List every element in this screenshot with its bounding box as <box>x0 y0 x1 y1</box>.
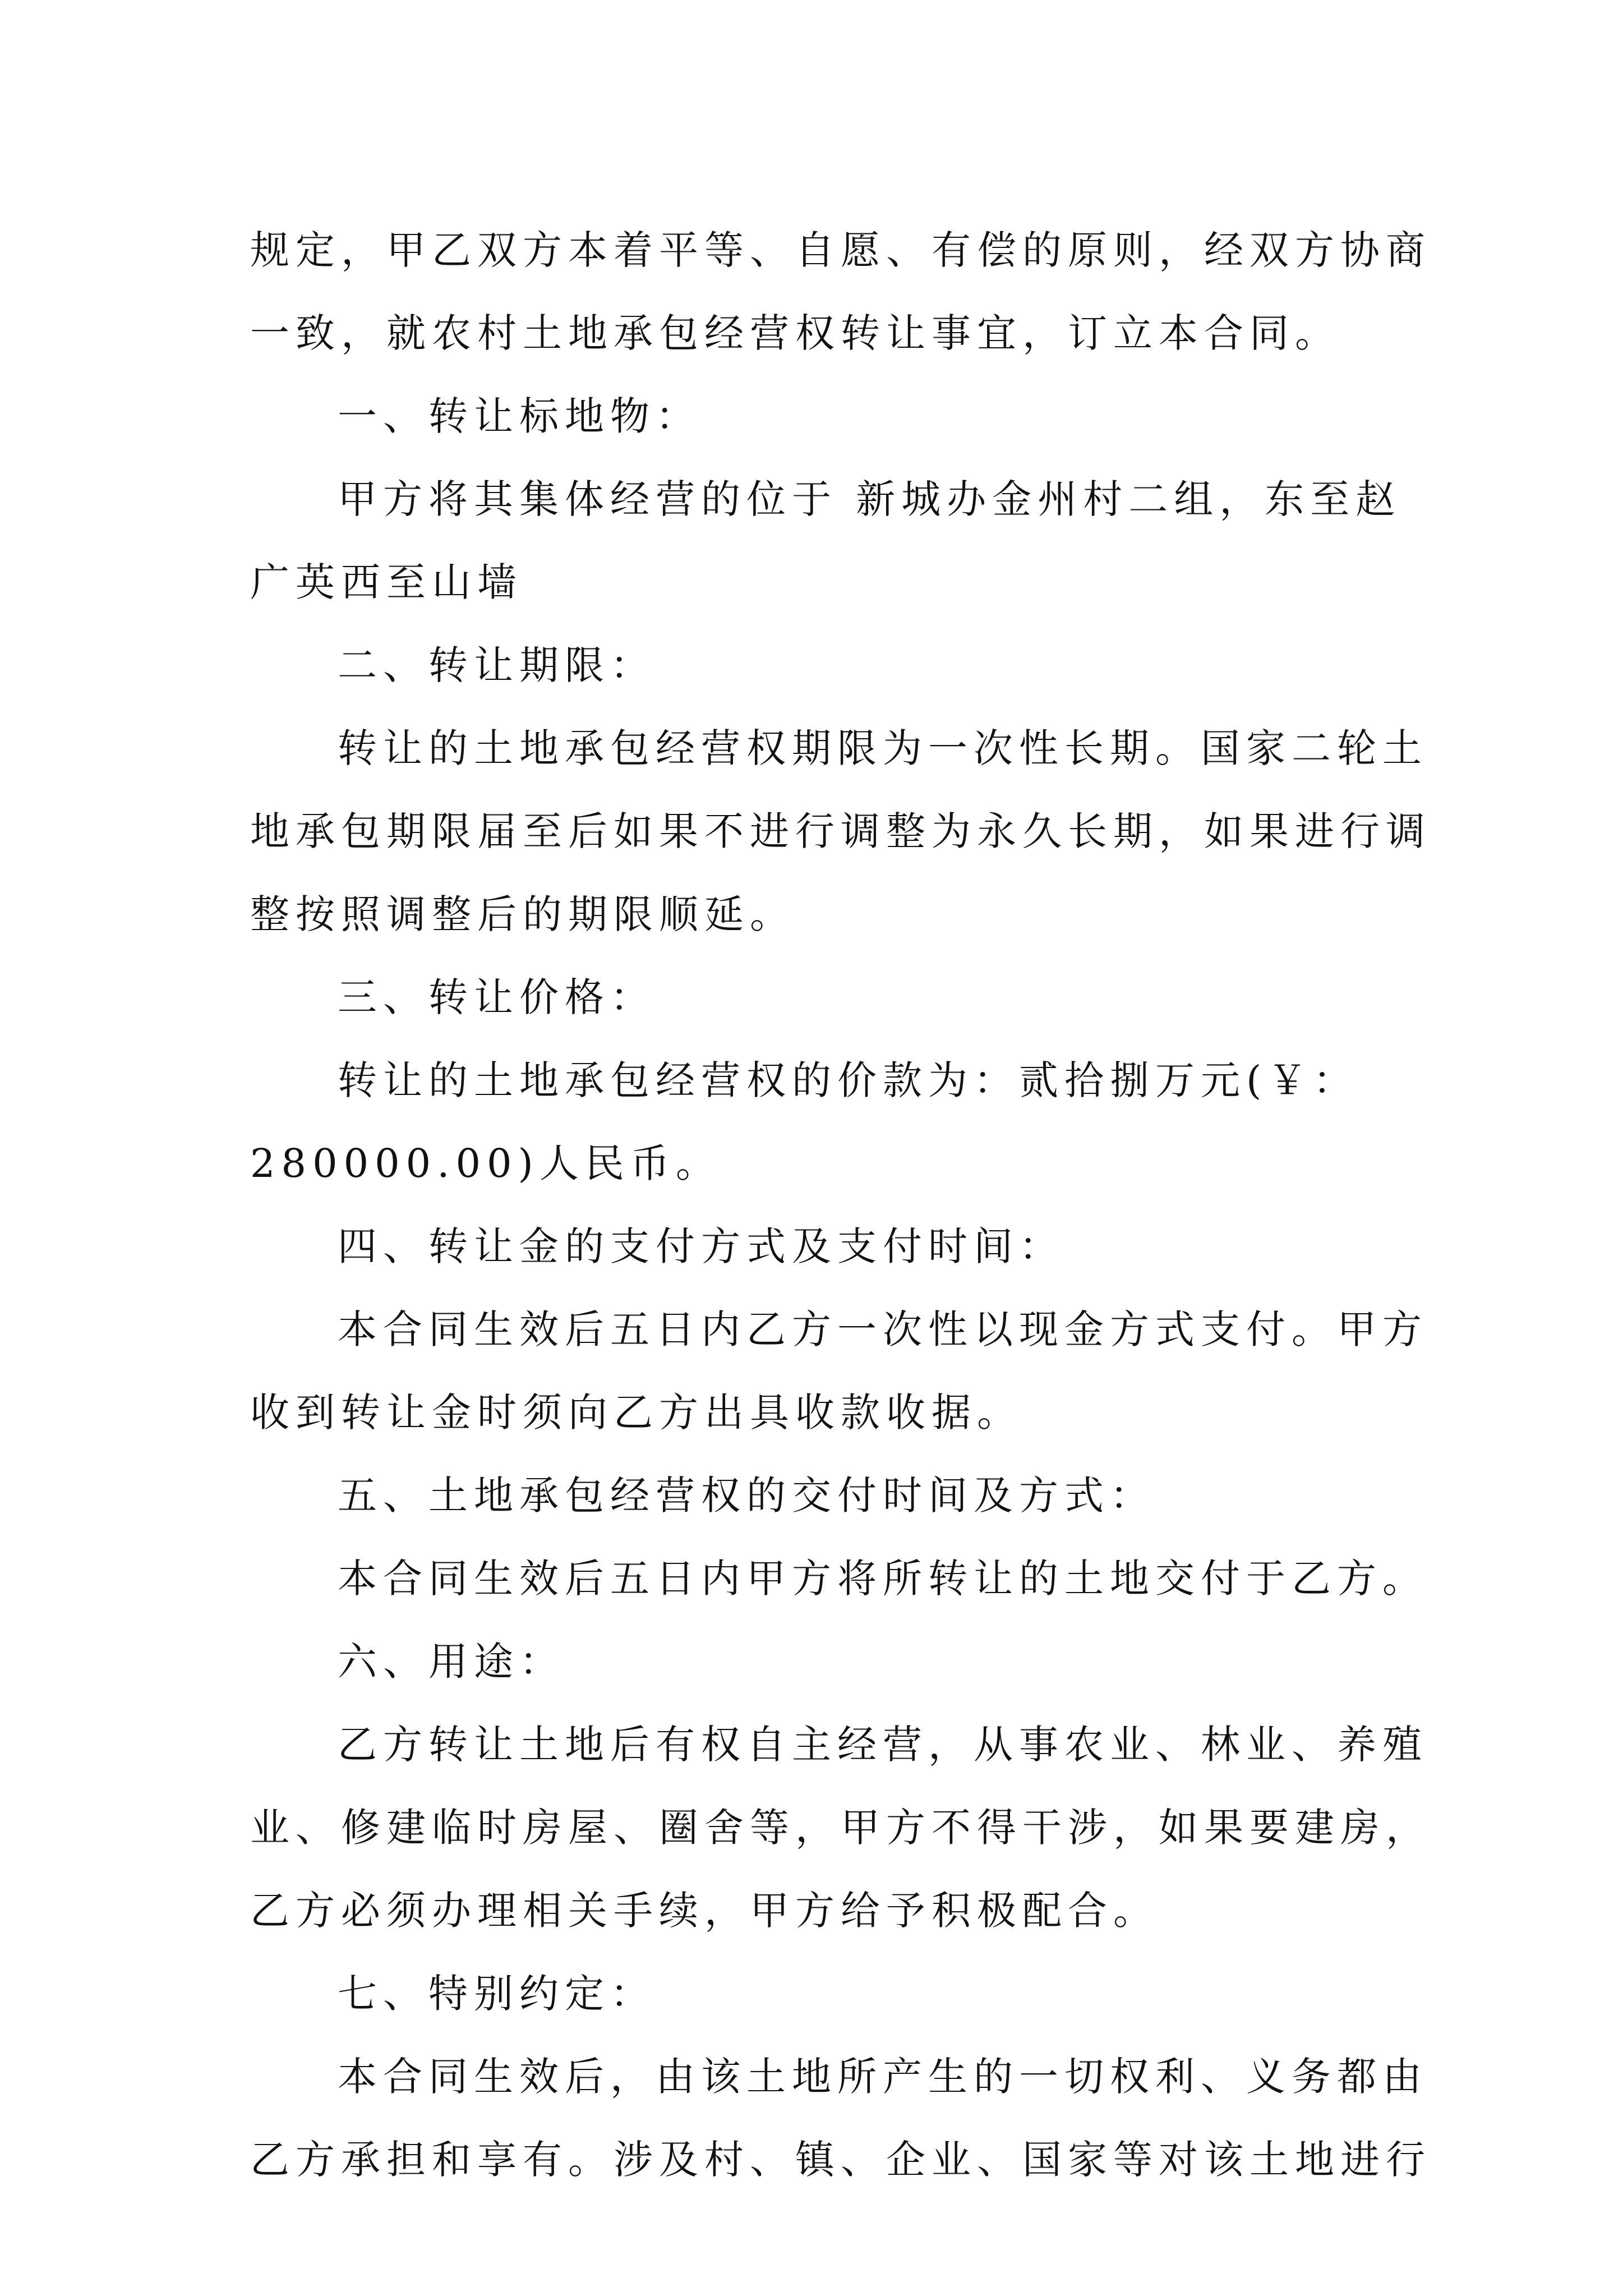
contract-body-text <box>250 209 1431 2201</box>
section-heading: 一、转让标地物： <box>338 393 701 439</box>
text-line: 乙方必须办理相关手续，甲方给予积极配合。 <box>250 1888 1159 1934</box>
text-line: 乙方承担和享有。涉及村、镇、企业、国家等对该土地进行 <box>250 2137 1431 2183</box>
section-heading: 六、用途： <box>338 1639 565 1685</box>
text-line: 本合同生效后五日内乙方一次性以现金方式支付。甲方 <box>338 1306 1428 1352</box>
text-line: 地承包期限届至后如果不进行调整为永久长期，如果进行调 <box>250 808 1431 854</box>
text-line: 本合同生效后五日内甲方将所转让的土地交付于乙方。 <box>338 1556 1428 1602</box>
text-line: 转让的土地承包经营权期限为一次性长期。国家二轮土 <box>338 725 1428 771</box>
text-line: 280000.00)人民币。 <box>250 1140 721 1186</box>
text-line: 收到转让金时须向乙方出具收款收据。 <box>250 1389 1022 1435</box>
text-line: 业、修建临时房屋、圈舍等，甲方不得干涉，如果要建房， <box>250 1805 1431 1851</box>
text-line: 广英西至山墙 <box>250 559 523 605</box>
section-heading: 四、转让金的支付方式及支付时间： <box>338 1223 1064 1269</box>
section-heading: 五、土地承包经营权的交付时间及方式： <box>338 1473 1155 1519</box>
text-line: 整按照调整后的期限顺延。 <box>250 891 795 937</box>
text-line: 乙方转让土地后有权自主经营，从事农业、林业、养殖 <box>338 1722 1428 1768</box>
section-heading: 三、转让价格： <box>338 974 656 1020</box>
text-line: 规定，甲乙双方本着平等、自愿、有偿的原则，经双方协商 <box>250 227 1431 273</box>
section-heading: 二、转让期限： <box>338 642 656 688</box>
section-heading: 七、特别约定： <box>338 1971 656 2017</box>
text-line: 一致，就农村土地承包经营权转让事宜，订立本合同。 <box>250 310 1340 356</box>
text-line: 本合同生效后，由该土地所产生的一切权利、义务都由 <box>338 2054 1428 2100</box>
text-line: 甲方将其集体经营的位于 新城办金州村二组，东至赵 <box>338 476 1401 522</box>
text-line: 转让的土地承包经营权的价款为：贰拾捌万元(￥： <box>338 1057 1359 1103</box>
